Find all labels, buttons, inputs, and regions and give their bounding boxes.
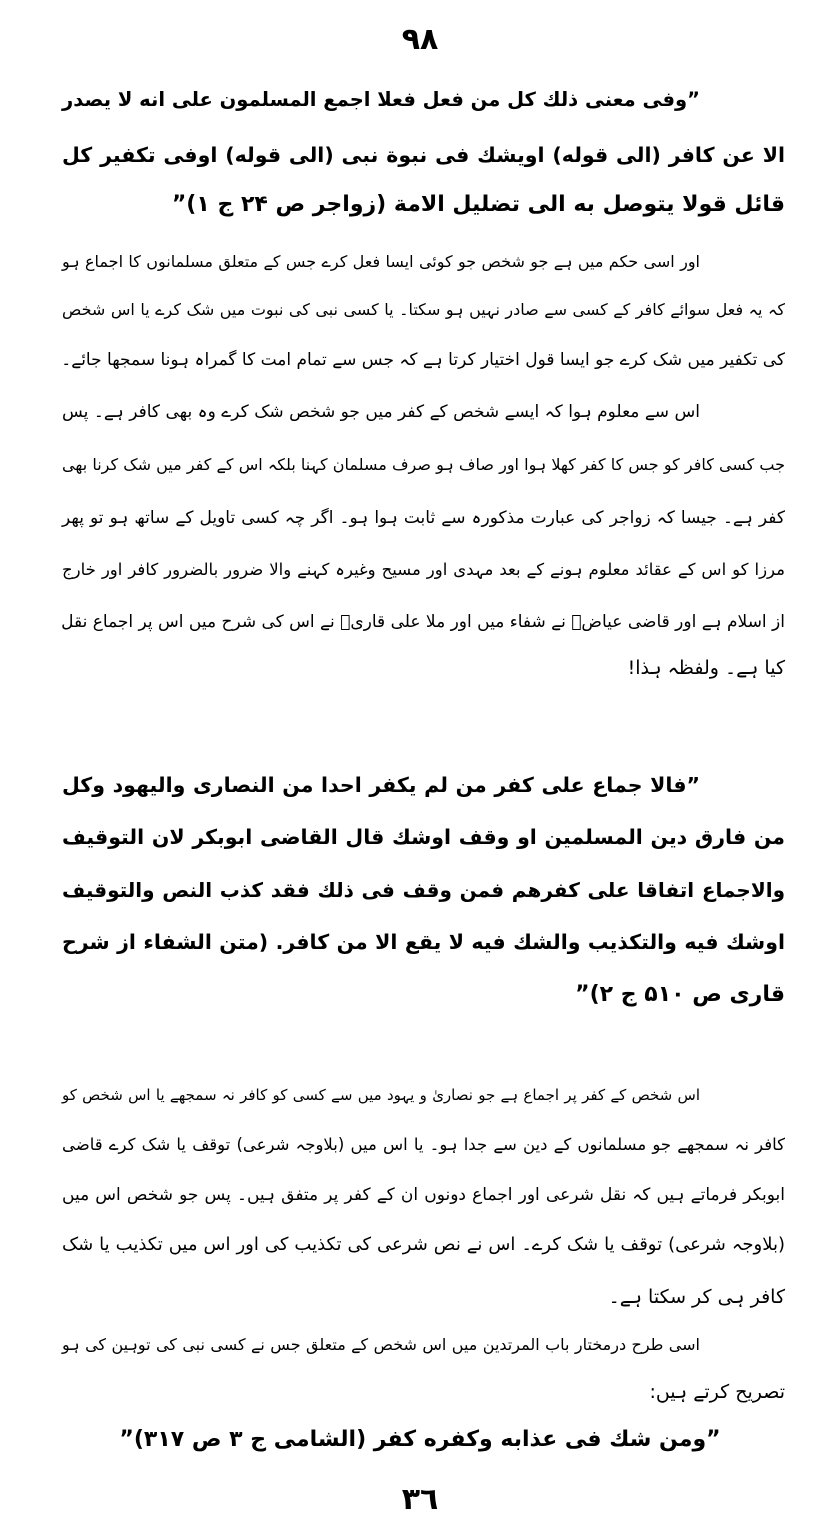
text-line: اور اسی حکم میں ہے جو شخص جو کوئی ایسا فعل کرے جس کے متعلق مسلمانوں کا اجماع ہو — [62, 252, 700, 271]
text-line: کافر ہی کر سکتا ہے۔ — [608, 1286, 785, 1308]
text-line: (بلاوجہ شرعی) توقف یا شک کرے۔ اس نے نص شرعی کی تکذیب کی اور اس میں تکذیب یا شک — [62, 1234, 785, 1255]
text-line: اسی طرح درمختار باب المرتدین میں اس شخص کے متعلق جس نے کسی نبی کی توہین کی ہو — [62, 1335, 700, 1354]
text-line: کی تکفیر میں شک کرے جو ایسا قول اختیار کرتا ہے کہ جس سے تمام امت کا گمراہ ہونا سمجھا جائے۔ — [61, 350, 785, 370]
text-line: قاری ص ۵۱۰ ج ۲)” — [575, 982, 785, 1007]
text-line: جب کسی کافر کو جس کا کفر کھلا ہوا اور صاف ہو صرف مسلمان کہنا بلکہ اس کے کفر میں شک کرنا بھی — [62, 455, 785, 474]
text-line: اس شخص کے کفر پر اجماع ہے جو نصاریٰ و یہود میں سے کسی کو کافر نہ سمجھے یا اس شخص کو — [62, 1086, 700, 1104]
text-line: ”فالا جماع علی كفر من لم یكفر احدا من النصاری والیهود وكل — [62, 773, 700, 797]
text-line: اس سے معلوم ہوا کہ ایسے شخص کے کفر میں جو شخص شک کرے وہ بھی کافر ہے۔ پس — [62, 402, 700, 422]
text-line: از اسلام ہے اور قاضی عیاضؒ نے شفاء میں اور ملا علی قاریؒ نے اس کی شرح میں اس پر اجماع نقل — [61, 612, 785, 632]
footer-page-number: ٣٦ — [401, 1482, 439, 1517]
text-line: کیا ہے۔ ولفظہ ہذا! — [627, 657, 785, 679]
text-line: قائل قولا یتوصل به الی تضلیل الامة (زواجر ص ۲۴ ج ۱)” — [171, 192, 785, 217]
text-line: اوشك فیه والتكذیب والشك فیه لا یقع الا من كافر. (متن الشفاء از شرح — [62, 930, 785, 954]
header-page-number: ٩٨ — [401, 22, 439, 57]
text-line: کہ یہ فعل سوائے کافر کے کسی سے صادر نہیں ہو سکتا۔ یا کسی نبی کی نبوت میں شک کرے یا اس شخص — [62, 300, 785, 319]
text-line: ابوبکر فرماتے ہیں کہ نقل شرعی اور اجماع دونوں ان کے کفر پر متفق ہیں۔ پس جو شخص اس میں — [62, 1185, 785, 1205]
text-line: مرزا کو اس کے عقائد معلوم ہونے کے بعد مہدی اور مسیح وغیرہ کہنے والا ضرور بالضرور کافر اور خارج — [62, 560, 785, 579]
text-line: من فارق دین المسلمین او وقف اوشك قال القاضی ابوبكر لان التوقیف — [62, 825, 785, 849]
text-line: ”وفی معنی ذلك كل من فعل فعلا اجمع المسلمون علی انه لا یصدر — [62, 88, 700, 111]
text-line: تصریح کرتے ہیں: — [649, 1381, 785, 1403]
arabic-quote-3: ”ومن شك فی عذابه وكفره كفر (الشامی ج ۳ ص ۳۱۷)” — [119, 1427, 721, 1452]
text-line: کافر نہ سمجھے جو مسلمانوں کے دین سے جدا ہو۔ یا اس میں (بلاوجہ شرعی) توقف یا شک کرے قاضی — [62, 1135, 785, 1154]
text-line: والاجماع اتفاقا علی كفرهم فمن وقف فی ذلك فقد كذب النص والتوقیف — [62, 878, 785, 902]
text-line: الا عن كافر (الی قوله) اویشك فی نبوة نبی (الی قوله) اوفی تكفیر كل — [62, 143, 785, 167]
text-line: کفر ہے۔ جیسا کہ زواجر کی عبارت مذکورہ سے ثابت ہوا ہو۔ اگر چہ کسی تاویل کے ساتھ ہو تو پھر — [62, 508, 785, 528]
